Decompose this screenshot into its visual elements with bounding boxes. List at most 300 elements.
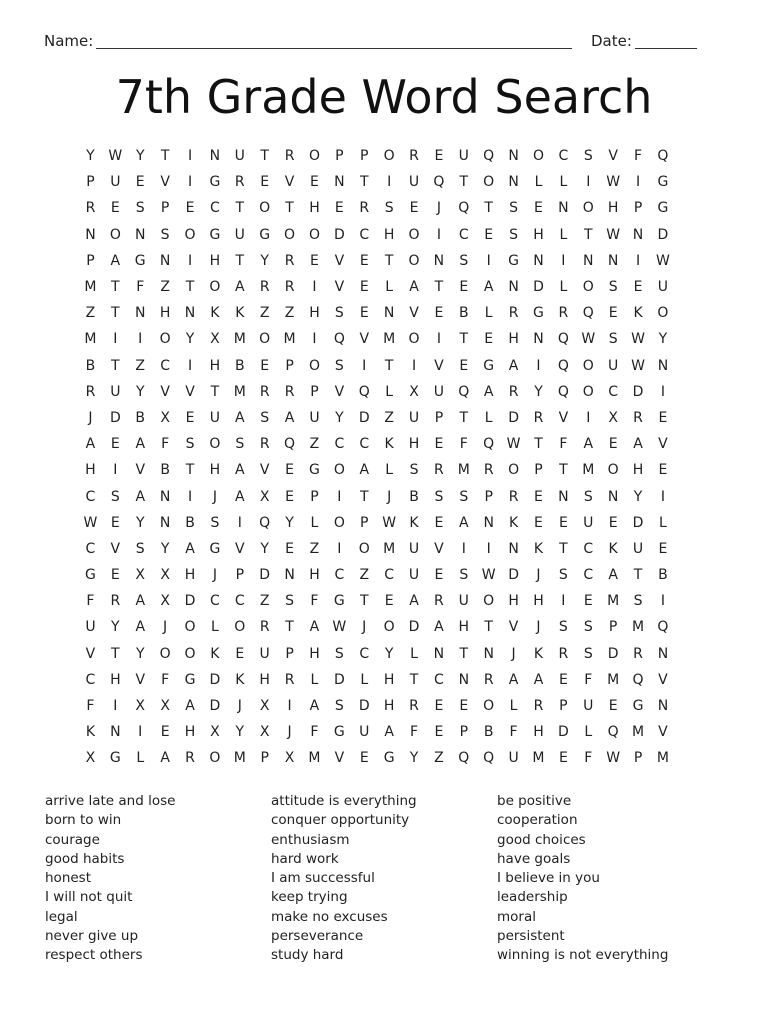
grid-letter: V (558, 409, 569, 426)
grid-letter: F (310, 724, 319, 741)
grid-letter: X (259, 698, 270, 715)
grid-letter: D (209, 698, 221, 715)
grid-letter: E (434, 305, 444, 322)
grid-letter: E (558, 514, 568, 531)
grid-letter: R (284, 383, 295, 400)
grid-letter: S (160, 226, 170, 243)
grid-letter: A (508, 671, 519, 688)
grid-letter: N (134, 305, 146, 322)
word-item: good habits (45, 850, 125, 867)
grid-letter: O (333, 462, 345, 479)
grid-letter: M (84, 331, 97, 348)
grid-letter: T (534, 436, 543, 453)
word-item: enthusiasm (271, 831, 350, 848)
grid-letter: C (359, 436, 370, 453)
grid-letter: S (260, 409, 270, 426)
grid-letter: J (212, 567, 217, 584)
grid-letter: L (659, 514, 667, 531)
grid-letter: Z (384, 409, 394, 426)
grid-letter: H (85, 462, 96, 479)
grid-letter: Z (434, 750, 444, 767)
word-item: keep trying (271, 889, 348, 906)
grid-letter: A (185, 698, 195, 715)
grid-letter: C (434, 671, 444, 688)
grid-letter: R (259, 383, 270, 400)
grid-letter: S (210, 514, 220, 531)
grid-letter: C (608, 383, 619, 400)
grid-letter: R (633, 409, 643, 426)
grid-letter: I (187, 148, 193, 165)
grid-letter: J (387, 488, 392, 505)
grid-letter: O (383, 619, 395, 636)
grid-letter: E (135, 174, 145, 191)
grid-letter: Q (557, 357, 569, 374)
grid-letter: U (608, 357, 619, 374)
grid-letter: D (632, 514, 644, 531)
grid-letter: V (359, 331, 370, 348)
name-line[interactable] (96, 48, 572, 49)
grid-letter: V (185, 383, 195, 400)
grid-letter: P (235, 567, 245, 584)
word-item: make no excuses (271, 908, 388, 925)
grid-letter: M (233, 331, 246, 348)
grid-letter: N (184, 305, 196, 322)
grid-letter: J (436, 200, 441, 217)
grid-letter: V (135, 671, 146, 688)
grid-letter: Z (284, 305, 295, 322)
grid-letter: D (184, 593, 196, 610)
grid-letter: E (185, 200, 195, 217)
grid-letter: A (135, 593, 146, 610)
word-item: winning is not everything (497, 947, 669, 964)
word-column (497, 792, 723, 966)
grid-letter: S (583, 488, 593, 505)
grid-letter: H (508, 331, 519, 348)
grid-letter: R (533, 698, 544, 715)
grid-letter: N (657, 698, 669, 715)
grid-letter: A (409, 279, 419, 296)
grid-row (78, 719, 675, 745)
word-item: I will not quit (45, 889, 133, 906)
grid-letter: T (260, 148, 269, 165)
grid-letter: H (309, 645, 320, 662)
grid-row (78, 326, 675, 352)
grid-letter: D (109, 409, 121, 426)
grid-letter: D (533, 279, 544, 296)
grid-letter: I (287, 698, 292, 715)
grid-row (78, 536, 675, 562)
grid-letter: W (606, 750, 621, 767)
grid-letter: I (362, 357, 367, 374)
word-item: leadership (497, 889, 568, 906)
grid-letter: T (235, 200, 245, 217)
grid-letter: S (235, 436, 245, 453)
grid-letter: Q (259, 514, 271, 531)
grid-letter: S (384, 200, 394, 217)
grid-letter: G (333, 593, 345, 610)
grid-letter: Z (309, 540, 320, 557)
grid-letter: Q (458, 383, 470, 400)
grid-letter: I (187, 174, 193, 191)
grid-letter: N (483, 645, 494, 662)
grid-letter: O (582, 279, 594, 296)
grid-letter: G (209, 540, 221, 557)
grid-letter: U (110, 383, 121, 400)
grid-letter: E (608, 514, 618, 531)
grid-row (78, 195, 675, 221)
grid-letter: B (135, 409, 146, 426)
grid-letter: B (160, 462, 170, 479)
word-item: cooperation (497, 812, 578, 829)
grid-letter: S (509, 226, 519, 243)
grid-letter: A (235, 462, 245, 479)
grid-letter: G (657, 200, 669, 217)
grid-letter: B (85, 357, 96, 374)
grid-letter: E (110, 436, 120, 453)
grid-letter: R (633, 645, 643, 662)
grid-letter: X (160, 593, 170, 610)
grid-letter: E (285, 488, 294, 505)
grid-letter: F (86, 698, 95, 715)
grid-letter: E (235, 645, 245, 662)
grid-letter: V (409, 305, 419, 322)
grid-letter: M (233, 750, 246, 767)
grid-letter: O (284, 226, 296, 243)
grid-letter: K (533, 540, 544, 557)
grid-letter: J (212, 488, 217, 505)
grid-letter: G (259, 226, 271, 243)
grid-letter: R (483, 671, 494, 688)
grid-letter: X (259, 488, 270, 505)
grid-letter: O (209, 750, 221, 767)
grid-letter: S (583, 645, 593, 662)
grid-letter: M (532, 750, 545, 767)
grid-letter: I (635, 252, 641, 269)
grid-letter: Y (285, 514, 294, 531)
grid-letter: R (558, 645, 569, 662)
grid-row (78, 248, 675, 274)
grid-letter: Q (458, 200, 470, 217)
grid-letter: F (584, 750, 593, 767)
grid-letter: D (632, 383, 644, 400)
grid-letter: I (586, 174, 591, 191)
grid-letter: O (184, 645, 196, 662)
grid-letter: U (309, 409, 320, 426)
grid-letter: V (110, 540, 121, 557)
grid-letter: T (459, 331, 469, 348)
grid-row (78, 379, 675, 405)
grid-letter: R (234, 174, 245, 191)
grid-letter: P (484, 488, 493, 505)
grid-letter: N (159, 252, 171, 269)
grid-letter: O (408, 331, 420, 348)
grid-letter: T (111, 279, 120, 296)
grid-letter: E (260, 174, 270, 191)
grid-letter: N (383, 305, 395, 322)
grid-letter: A (409, 593, 419, 610)
grid-letter: K (384, 436, 394, 453)
grid-letter: A (110, 252, 121, 269)
grid-letter: R (483, 462, 494, 479)
grid-letter: Q (607, 724, 619, 741)
grid-letter: O (532, 148, 544, 165)
grid-letter: Y (633, 488, 643, 505)
grid-letter: R (558, 305, 569, 322)
grid-letter: E (285, 540, 294, 557)
grid-row (78, 353, 675, 379)
grid-letter: R (259, 619, 270, 636)
grid-letter: T (111, 305, 120, 322)
grid-letter: U (259, 645, 270, 662)
grid-letter: T (285, 200, 294, 217)
grid-letter: I (113, 331, 118, 348)
grid-letter: O (209, 436, 221, 453)
word-item: I believe in you (497, 870, 600, 887)
grid-letter: K (85, 724, 96, 741)
grid-letter: J (511, 645, 516, 662)
grid-letter: L (210, 619, 219, 636)
grid-letter: R (533, 409, 544, 426)
grid-letter: K (235, 305, 245, 322)
grid-letter: L (360, 671, 369, 688)
grid-letter: H (458, 619, 470, 636)
grid-letter: R (508, 383, 519, 400)
grid-letter: R (434, 593, 444, 610)
grid-letter: Y (409, 750, 419, 767)
grid-letter: U (657, 279, 669, 296)
grid-letter: G (632, 698, 644, 715)
grid-letter: O (483, 698, 495, 715)
grid-letter: P (633, 200, 643, 217)
grid-letter: D (358, 698, 370, 715)
grid-letter: B (185, 514, 195, 531)
grid-row (78, 641, 675, 667)
grid-letter: X (608, 409, 618, 426)
grid-letter: N (159, 514, 171, 531)
grid-letter: K (210, 305, 220, 322)
grid-letter: E (434, 698, 444, 715)
grid-letter: R (409, 698, 419, 715)
grid-letter: G (333, 724, 345, 741)
grid-letter: B (459, 305, 469, 322)
grid-letter: T (459, 409, 469, 426)
grid-letter: I (411, 357, 417, 374)
grid-letter: L (534, 174, 543, 191)
grid-letter: Q (284, 436, 296, 453)
grid-letter: P (434, 409, 444, 426)
grid-letter: T (185, 462, 195, 479)
grid-letter: R (185, 750, 195, 767)
grid-letter: N (533, 331, 544, 348)
grid-letter: G (184, 671, 196, 688)
grid-letter: G (209, 226, 221, 243)
grid-letter: H (632, 462, 644, 479)
grid-row (78, 614, 675, 640)
grid-letter: P (310, 383, 319, 400)
grid-letter: X (160, 698, 170, 715)
grid-letter: P (285, 645, 294, 662)
grid-letter: Y (235, 724, 245, 741)
grid-row (78, 667, 675, 693)
grid-letter: O (582, 383, 594, 400)
grid-letter: M (84, 279, 97, 296)
grid-letter: Z (259, 593, 270, 610)
grid-letter: G (533, 305, 544, 322)
grid-letter: E (558, 671, 568, 688)
grid-letter: V (284, 174, 295, 191)
grid-row (78, 588, 675, 614)
word-column (271, 792, 497, 966)
grid-letter: T (160, 148, 170, 165)
grid-letter: U (433, 383, 445, 400)
grid-letter: H (508, 593, 519, 610)
grid-letter: N (508, 148, 519, 165)
grid-letter: N (533, 252, 544, 269)
word-column (45, 792, 271, 966)
grid-letter: I (436, 226, 441, 243)
grid-letter: H (209, 357, 221, 374)
grid-letter: O (209, 279, 221, 296)
grid-letter: B (409, 488, 419, 505)
grid-letter: V (608, 148, 618, 165)
grid-letter: J (287, 724, 292, 741)
grid-letter: T (484, 200, 493, 217)
grid-letter: Y (260, 252, 269, 269)
grid-letter: Y (658, 331, 668, 348)
letter-grid (78, 143, 675, 772)
grid-letter: K (533, 645, 544, 662)
grid-letter: S (459, 488, 469, 505)
grid-letter: K (235, 671, 245, 688)
grid-letter: S (583, 148, 593, 165)
grid-letter: W (631, 331, 645, 348)
grid-letter: E (434, 514, 444, 531)
grid-letter: U (85, 619, 96, 636)
grid-letter: A (135, 436, 146, 453)
grid-letter: O (308, 226, 320, 243)
grid-letter: T (583, 226, 593, 243)
word-item: conquer opportunity (271, 812, 410, 829)
grid-letter: E (558, 750, 568, 767)
grid-row (78, 562, 675, 588)
grid-letter: H (309, 305, 320, 322)
grid-letter: E (359, 279, 369, 296)
grid-letter: O (582, 200, 594, 217)
grid-letter: V (160, 383, 170, 400)
grid-letter: J (362, 619, 367, 636)
grid-letter: H (259, 671, 270, 688)
grid-letter: C (583, 540, 594, 557)
grid-letter: H (607, 200, 619, 217)
grid-letter: N (583, 252, 594, 269)
word-item: respect others (45, 947, 143, 964)
grid-letter: R (85, 383, 96, 400)
grid-letter: Q (557, 383, 569, 400)
grid-letter: H (184, 724, 196, 741)
grid-letter: H (383, 226, 395, 243)
grid-letter: N (134, 226, 146, 243)
grid-letter: O (184, 226, 196, 243)
grid-letter: A (185, 540, 195, 557)
grid-letter: M (631, 724, 645, 741)
grid-letter: V (334, 383, 345, 400)
grid-letter: C (234, 593, 245, 610)
grid-letter: Q (358, 383, 370, 400)
word-item: attitude is everything (271, 793, 417, 809)
word-item: study hard (271, 947, 344, 964)
grid-letter: V (259, 462, 270, 479)
grid-letter: Q (483, 750, 495, 767)
grid-letter: A (235, 409, 245, 426)
grid-letter: C (583, 567, 594, 584)
grid-letter: I (138, 331, 143, 348)
grid-row (78, 169, 675, 195)
grid-letter: D (333, 671, 345, 688)
grid-letter: I (113, 698, 118, 715)
grid-letter: V (235, 540, 245, 557)
grid-letter: I (312, 279, 317, 296)
grid-letter: S (135, 200, 145, 217)
grid-letter: F (136, 279, 145, 296)
word-item: be positive (497, 793, 572, 809)
grid-letter: S (334, 357, 344, 374)
grid-letter: L (385, 279, 394, 296)
grid-letter: N (334, 174, 345, 191)
grid-letter: I (660, 383, 665, 400)
grid-letter: V (334, 750, 345, 767)
grid-letter: E (110, 514, 120, 531)
grid-letter: H (383, 698, 395, 715)
grid-letter: V (160, 174, 170, 191)
grid-letter: M (283, 331, 296, 348)
grid-letter: Q (433, 174, 445, 191)
grid-letter: H (533, 593, 544, 610)
grid-letter: U (632, 540, 644, 557)
grid-letter: G (508, 252, 520, 269)
grid-letter: N (508, 279, 519, 296)
grid-letter: Z (85, 305, 96, 322)
grid-letter: R (434, 462, 444, 479)
grid-letter: U (408, 567, 420, 584)
grid-letter: T (185, 279, 195, 296)
grid-letter: T (359, 174, 369, 191)
grid-letter: E (633, 279, 643, 296)
grid-letter: N (558, 200, 569, 217)
grid-letter: G (134, 252, 146, 269)
grid-letter: R (284, 148, 295, 165)
grid-letter: E (110, 567, 120, 584)
grid-letter: W (83, 514, 98, 531)
grid-letter: S (509, 200, 519, 217)
grid-letter: H (309, 567, 320, 584)
grid-letter: U (359, 724, 370, 741)
grid-letter: I (660, 593, 665, 610)
grid-row (78, 300, 675, 326)
grid-letter: L (136, 750, 145, 767)
grid-letter: C (334, 436, 345, 453)
grid-letter: X (259, 724, 270, 741)
grid-letter: D (333, 226, 345, 243)
grid-letter: J (163, 619, 168, 636)
grid-letter: A (608, 567, 618, 584)
date-line[interactable] (635, 48, 697, 49)
grid-letter: I (312, 331, 317, 348)
grid-letter: N (209, 148, 221, 165)
grid-letter: U (458, 148, 469, 165)
grid-letter: N (632, 226, 644, 243)
grid-letter: A (359, 462, 370, 479)
grid-letter: F (310, 593, 319, 610)
